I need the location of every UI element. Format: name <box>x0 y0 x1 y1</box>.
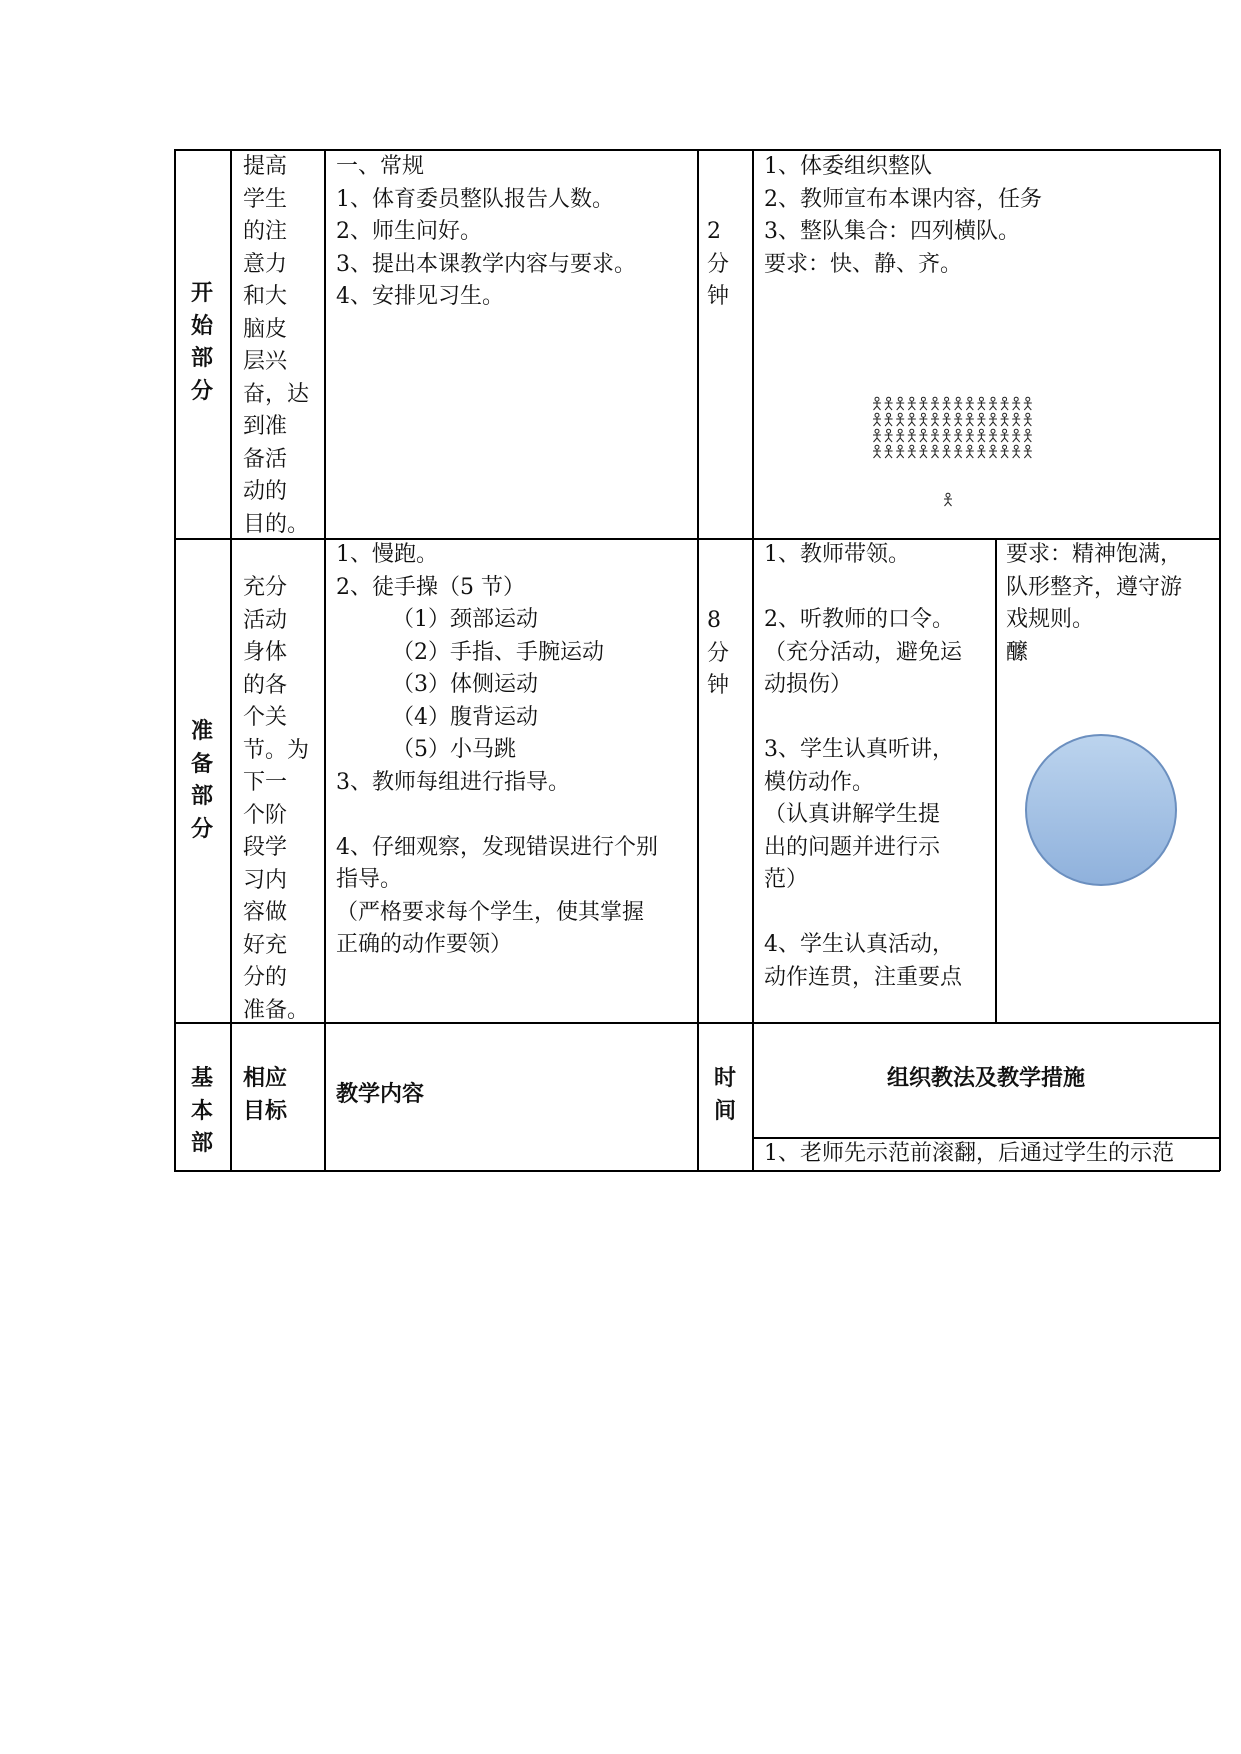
blue-circle-shape <box>1024 733 1178 887</box>
content-text-start: 一、常规 1、体育委员整队报告人数。 2、师生问好。 3、提出本课教学内容与要求。 4、安排见习生。 <box>336 154 636 309</box>
formation-diagram <box>870 395 1036 511</box>
content-header: 教学内容 <box>336 1082 425 1107</box>
goal-header: 相应 目标 <box>243 1066 288 1124</box>
table-right-border <box>1219 149 1221 1171</box>
row2-requirement-divider <box>995 538 997 1022</box>
method-text-start: 1、体委组织整队 2、教师宣布本课内容，任务 3、整队集合：四列横队。 要求：快、静、齐。 <box>764 154 1042 277</box>
method-header: 组织教法及教学措施 <box>886 1066 1085 1091</box>
goal-text-prep: 充分 活动 身体 的各 个关 节。为 下一 个阶 段学 习内 容做 好充 分的 准备。 <box>243 575 310 1023</box>
col-divider-1 <box>230 149 232 1171</box>
time-header: 时 间 <box>713 1066 736 1124</box>
content-text-prep: 1、慢跑。 2、徒手操（5 节） （1）颈部运动 （2）手指、手腕运动 （3）体侧运动 （4）腹背运动 （5）小马跳 3、教师每组进行指导。 4、仔细观察，发现错误进行个别 指导。 （严格要求每个学生，使其掌握 正确的动作要领） <box>336 542 658 957</box>
section-label-start: 开 始 部 分 <box>190 281 213 404</box>
section-label-prep: 准 备 部 分 <box>190 719 213 842</box>
method-line-1: 1、老师先示范前滚翻，后通过学生的示范 <box>764 1141 1174 1166</box>
section-label-basic: 基 本 部 <box>190 1066 213 1156</box>
time-text-prep: 8 分 钟 <box>707 608 730 698</box>
goal-text-start: 提高 学生 的注 意力 和大 脑皮 层兴 奋，达 到准 备活 动的 目的。 <box>243 154 310 537</box>
col-divider-3 <box>697 149 699 1171</box>
method-text-prep: 1、教师带领。 2、听教师的口令。 （充分活动，避免运 动损伤） 3、学生认真听讲， 模仿动作。 （认真讲解学生提 出的问题并进行示 范） 4、学生认真活动， 动作连贯，注重要点 <box>764 542 963 990</box>
time-text-start: 2 分 钟 <box>707 219 730 309</box>
col-divider-4 <box>752 149 754 1171</box>
requirement-text-prep: 要求：精神饱满， 队形整齐，遵守游 戏规则。 醿 <box>1006 542 1183 665</box>
